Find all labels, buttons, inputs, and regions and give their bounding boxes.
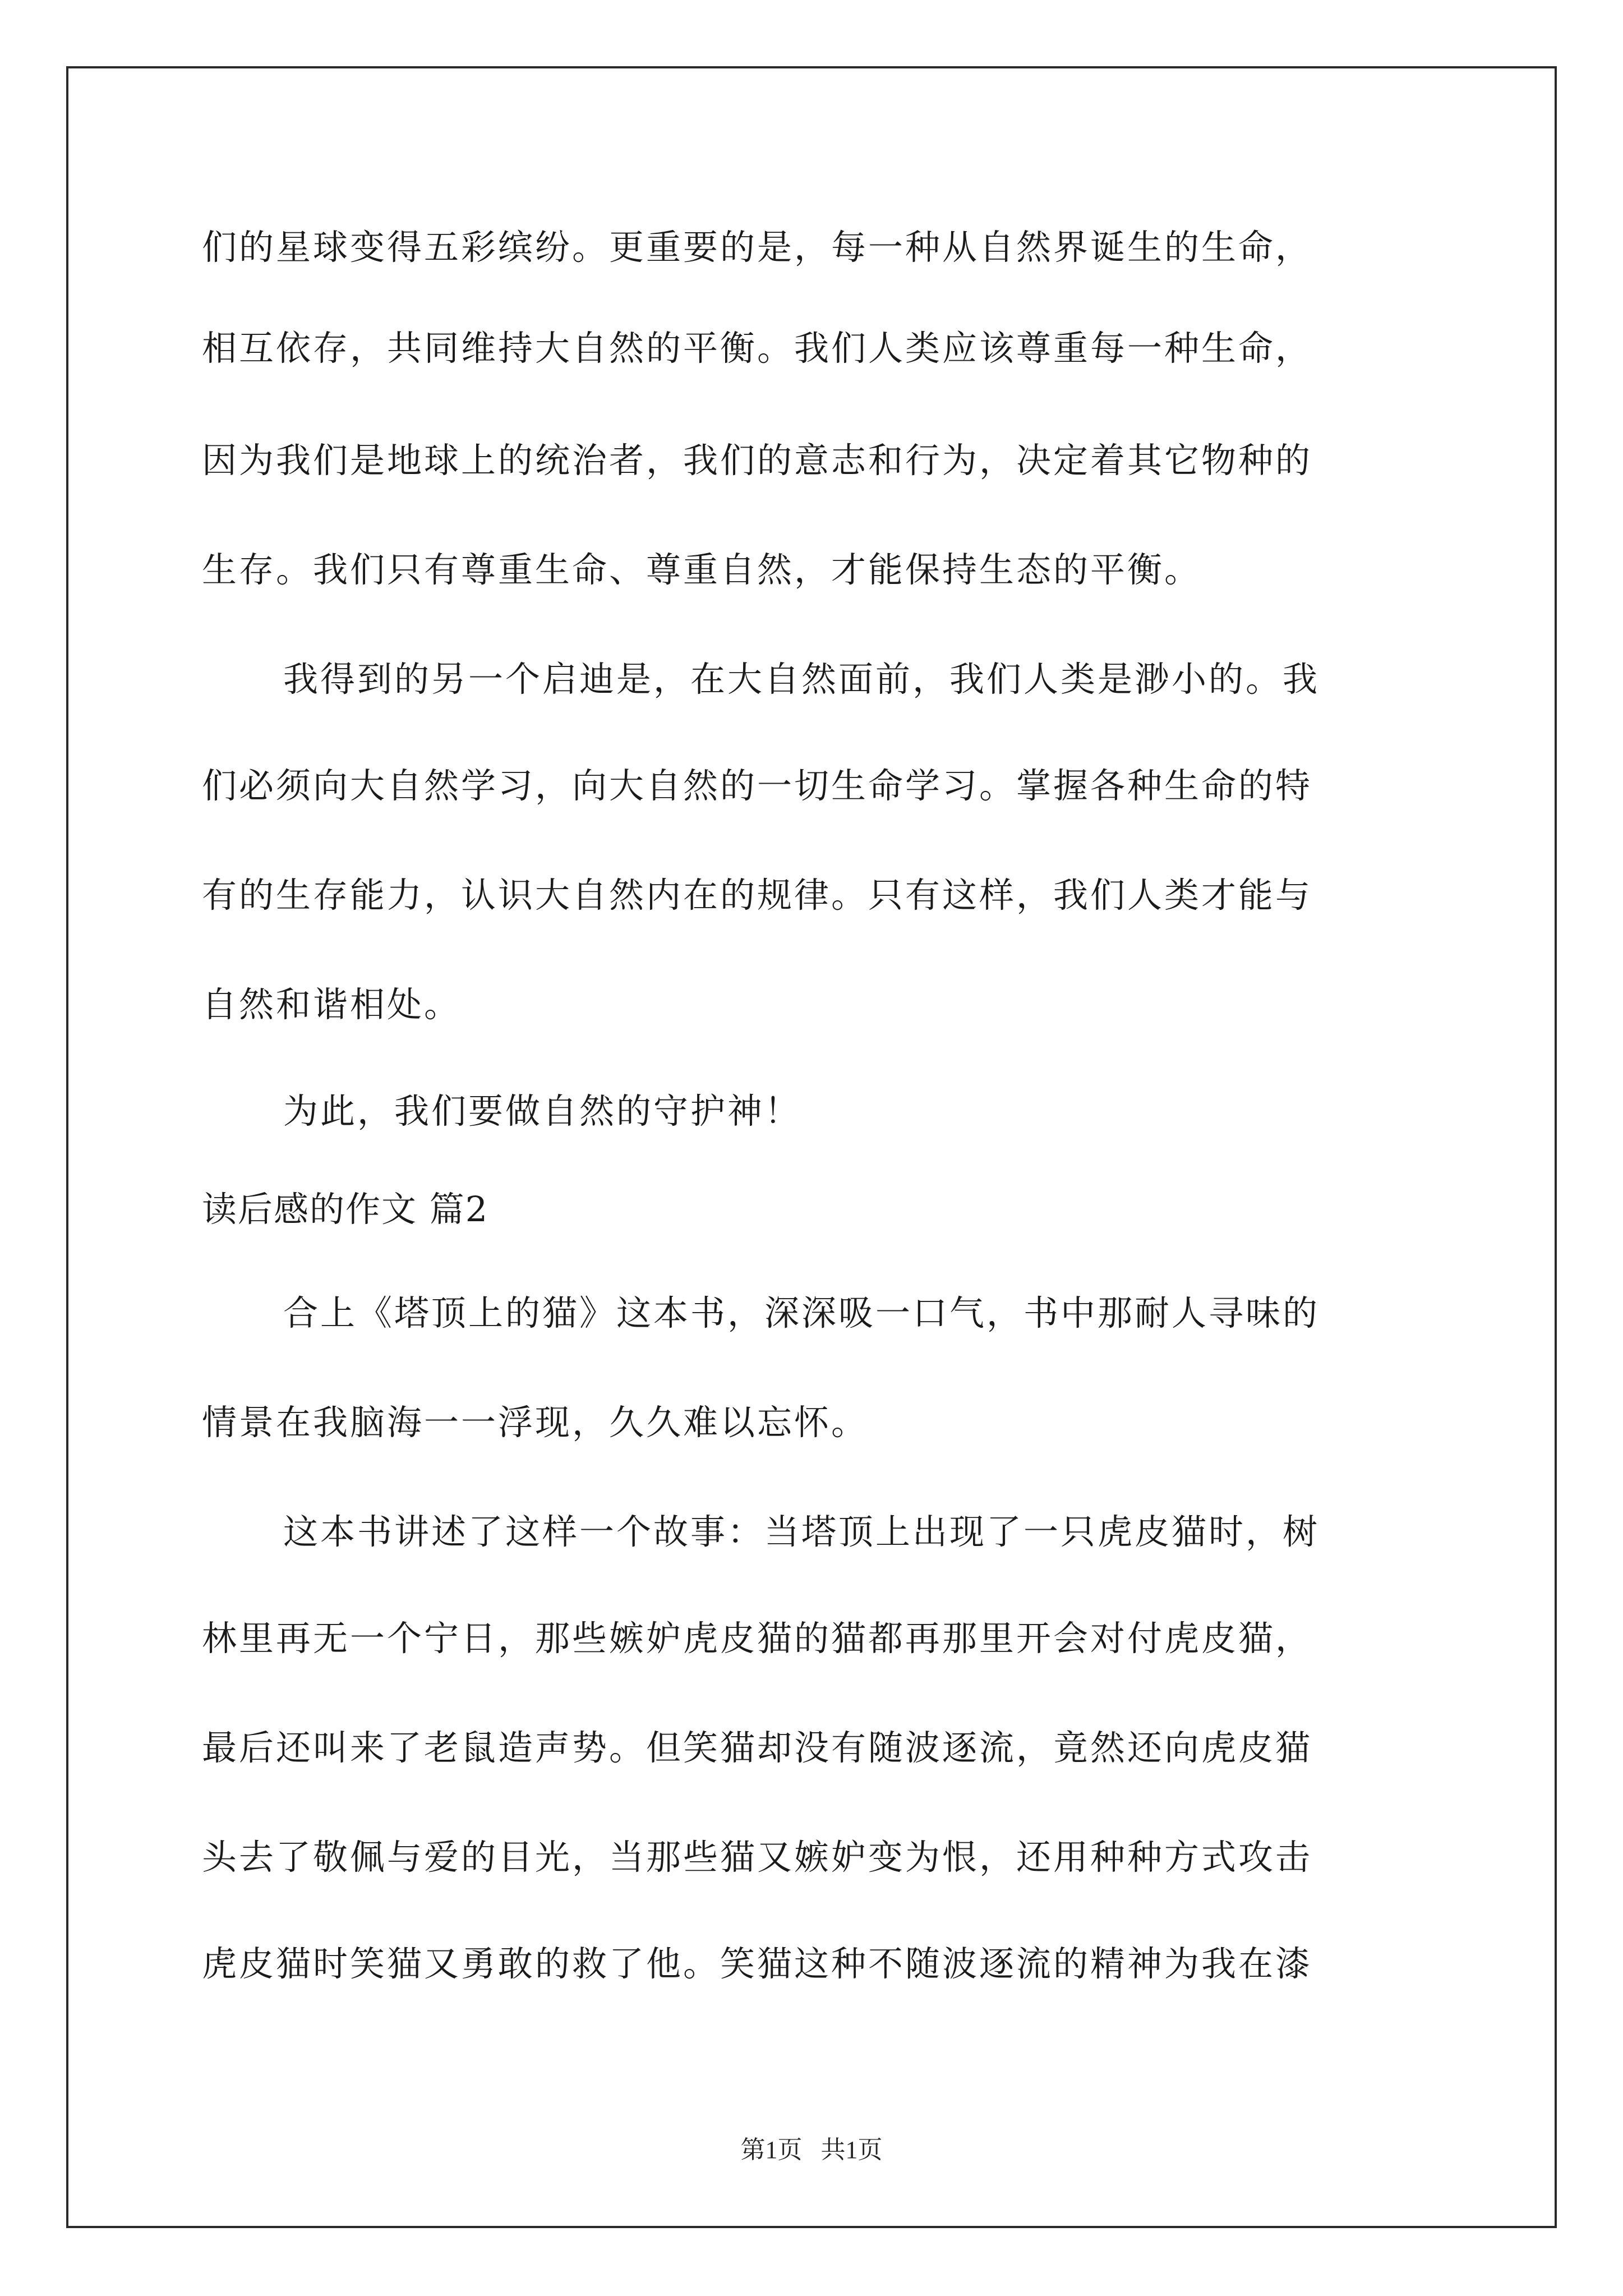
text-line: 这本书讲述了这样一个故事：当塔顶上出现了一只虎皮猫时，树 — [283, 1511, 1320, 1552]
text-line: 相互依存，共同维持大自然的平衡。我们人类应该尊重每一种生命， — [202, 328, 1313, 369]
text-line: 有的生存能力，认识大自然内在的规律。只有这样，我们人类才能与 — [202, 875, 1313, 915]
text-line: 头去了敬佩与爱的目光，当那些猫又嫉妒变为恨，还用种种方式攻击 — [202, 1837, 1313, 1878]
text-line: 合上《塔顶上的猫》这本书，深深吸一口气，书中那耐人寻味的 — [283, 1292, 1320, 1333]
text-line: 生存。我们只有尊重生命、尊重自然，才能保持生态的平衡。 — [202, 549, 1202, 590]
page-border — [66, 66, 1557, 2228]
text-line: 最后还叫来了老鼠造声势。但笑猫却没有随波逐流，竟然还向虎皮猫 — [202, 1727, 1313, 1768]
text-line: 们的星球变得五彩缤纷。更重要的是，每一种从自然界诞生的生命， — [202, 227, 1313, 268]
text-line: 为此，我们要做自然的守护神！ — [283, 1091, 802, 1131]
text-line: 们必须向大自然学习，向大自然的一切生命学习。掌握各种生命的特 — [202, 765, 1313, 806]
section-heading: 读后感的作文 篇2 — [202, 1189, 489, 1230]
text-line: 林里再无一个宁日，那些嫉妒虎皮猫的猫都再那里开会对付虎皮猫， — [202, 1618, 1313, 1659]
text-line: 因为我们是地球上的统治者，我们的意志和行为，决定着其它物种的 — [202, 440, 1313, 481]
text-line: 自然和谐相处。 — [202, 984, 462, 1025]
page-footer: 第1页 共1页 — [740, 2136, 883, 2164]
text-line: 虎皮猫时笑猫又勇敢的救了他。笑猫这种不随波逐流的精神为我在漆 — [202, 1943, 1313, 1984]
text-line: 情景在我脑海一一浮现，久久难以忘怀。 — [202, 1402, 869, 1443]
text-line: 我得到的另一个启迪是，在大自然面前，我们人类是渺小的。我 — [283, 659, 1320, 700]
